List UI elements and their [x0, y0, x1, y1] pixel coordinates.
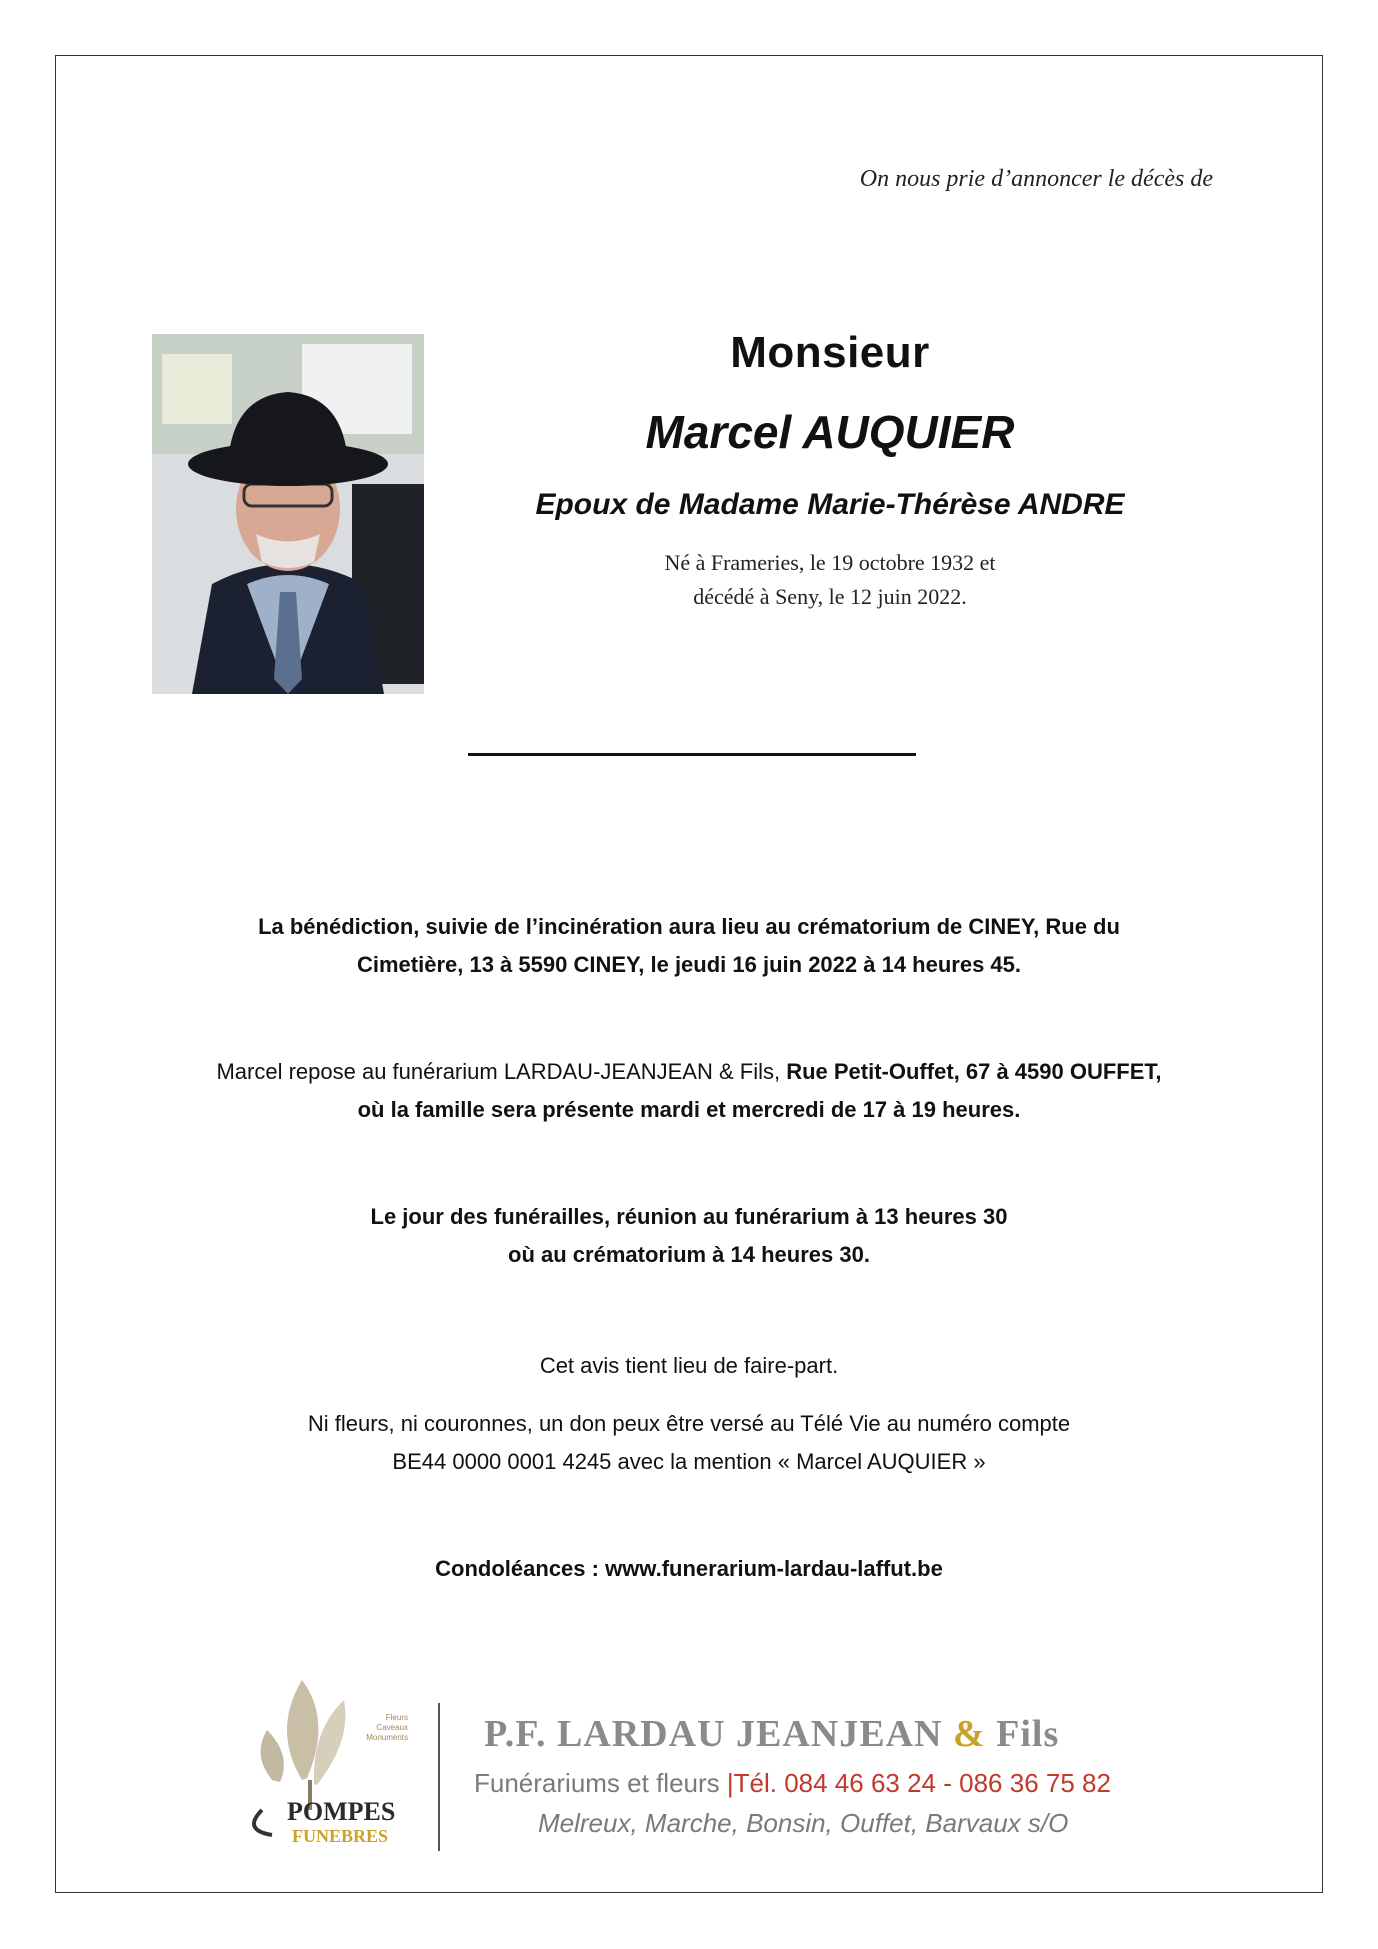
portrait-photo	[152, 334, 424, 694]
donation-account: BE44 0000 0001 4245	[392, 1449, 612, 1474]
birth-death-info	[430, 546, 1230, 614]
repose-line-1	[100, 1053, 1278, 1091]
repose-paragraph	[100, 1053, 1278, 1129]
company-name	[484, 1712, 1059, 1756]
donation-mention: avec la mention « Marcel AUQUIER »	[611, 1449, 986, 1474]
repose-line-2: où la famille sera présente mardi et mercredi de 17 à 19 heures.	[357, 1097, 1021, 1122]
repose-location: Marcel repose au funérarium LARDAU-JEANJEAN & Fils,	[216, 1059, 787, 1084]
repose-address: Rue Petit-Ouffet, 67 à 4590 OUFFET,	[786, 1059, 1162, 1084]
condolences-link[interactable]: Condoléances : www.funerarium-lardau-laffut.be	[435, 1556, 943, 1581]
separator-line	[468, 753, 916, 756]
notice-text: Cet avis tient lieu de faire-part.	[539, 1353, 839, 1378]
ceremony-line-2: Cimetière, 13 à 5590 CINEY, le jeudi 16 juin 2022 à 14 heures 45.	[356, 952, 1022, 977]
spouse-line: Epoux de Madame Marie-Thérèse ANDRE	[535, 488, 1125, 521]
donation-line-2	[100, 1443, 1278, 1481]
deceased-name: Marcel AUQUIER	[645, 406, 1015, 458]
logo-brand-2: FUNEBRES	[292, 1826, 389, 1846]
company-locations: Melreux, Marche, Bonsin, Ouffet, Barvaux s/O	[538, 1808, 1069, 1838]
logo-small-1: Fleurs	[385, 1713, 408, 1722]
donation-line-1: Ni fleurs, ni couronnes, un don peux être versé au Télé Vie au numéro compte	[307, 1411, 1071, 1436]
company-services	[474, 1768, 1111, 1799]
logo-small-3: Monuments	[366, 1733, 408, 1742]
civility-title: Monsieur	[730, 328, 930, 377]
company-fils: Fils	[985, 1713, 1060, 1755]
meeting-line-2: où au crématorium à 14 heures 30.	[508, 1242, 870, 1267]
meeting-line-1: Le jour des funérailles, réunion au funérarium à 13 heures 30	[370, 1204, 1008, 1229]
logo-small-2: Caveaux	[376, 1723, 408, 1732]
donation-paragraph	[100, 1405, 1278, 1481]
company-amp: &	[952, 1713, 986, 1755]
ceremony-line-1: La bénédiction, suivie de l’incinération aura lieu au crématorium de CINEY, Rue du	[258, 914, 1120, 939]
tel-label: |Tél.	[726, 1768, 777, 1798]
meeting-paragraph	[100, 1198, 1278, 1274]
announcement-intro: On nous prie d’annoncer le décès de	[859, 166, 1213, 192]
tel-numbers: 084 46 63 24 - 086 36 75 82	[776, 1768, 1111, 1798]
services-label: Funérariums et fleurs	[474, 1768, 727, 1798]
pompes-funebres-logo	[232, 1660, 432, 1850]
ceremony-paragraph	[100, 908, 1278, 984]
company-pf: P.F. LARDAU JEANJEAN	[484, 1713, 953, 1755]
logo-brand-1: POMPES	[287, 1797, 396, 1826]
footer-divider	[438, 1703, 440, 1851]
birth-line: Né à Frameries, le 19 octobre 1932 et	[664, 550, 996, 575]
death-line: décédé à Seny, le 12 juin 2022.	[693, 584, 967, 609]
